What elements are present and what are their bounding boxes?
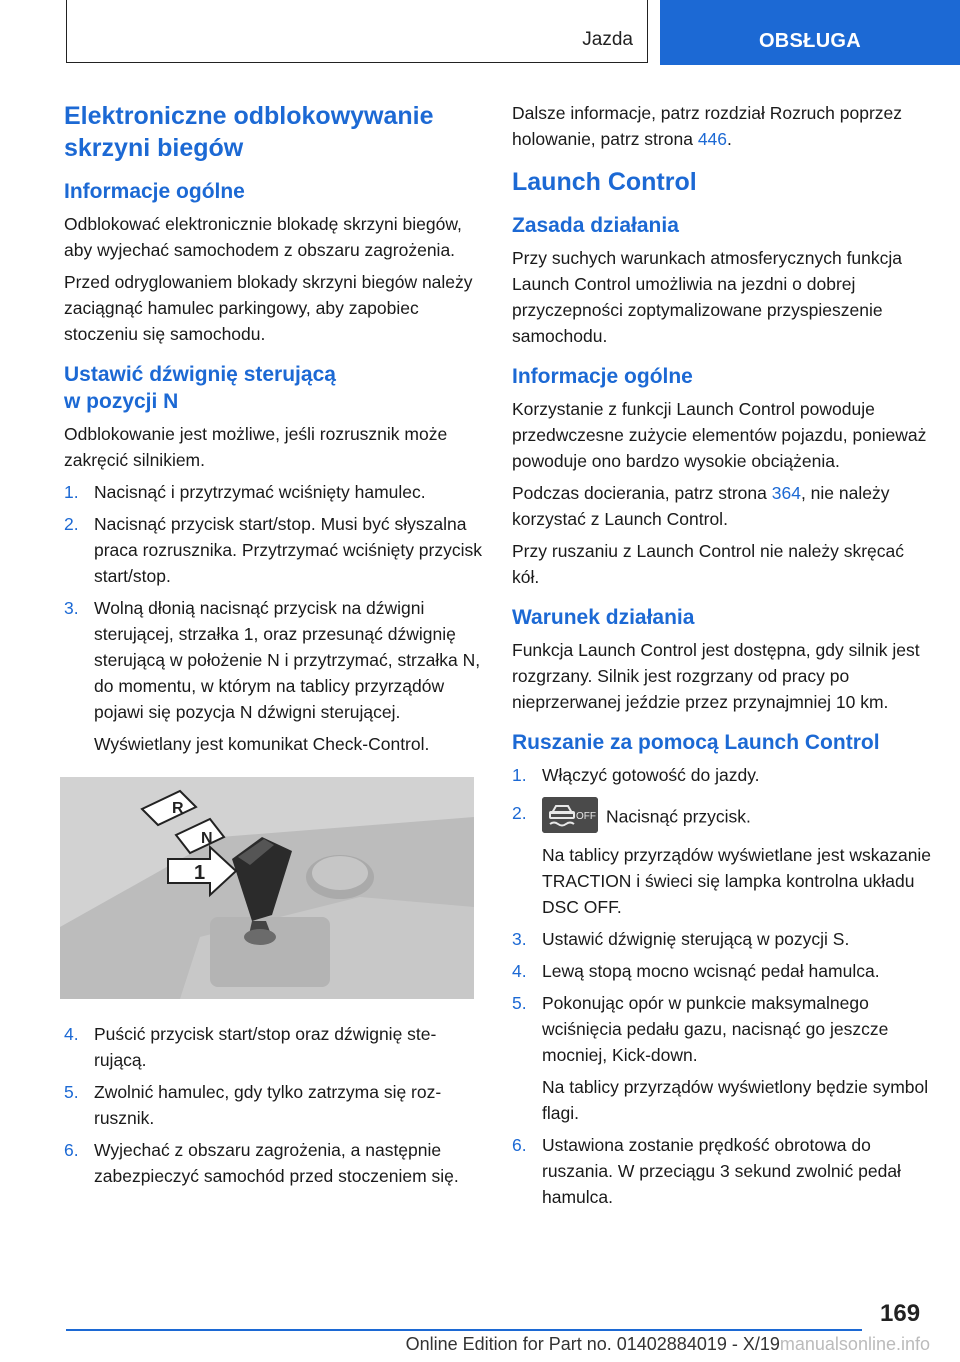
step-number: 4. <box>64 1024 79 1044</box>
list-item <box>64 479 482 505</box>
right-section-general-title: Informacje ogólne <box>512 365 693 388</box>
dsc-off-label: OFF <box>576 811 596 822</box>
list-item <box>512 800 932 920</box>
photo-label-n: N <box>201 830 213 847</box>
step-number: 5. <box>512 993 527 1013</box>
list-item <box>512 926 932 952</box>
gear-lever-illustration <box>60 777 474 999</box>
right-column <box>512 100 932 1216</box>
photo-label-1: 1 <box>194 862 206 884</box>
right-intro-end: . <box>727 129 732 149</box>
list-item <box>512 762 932 788</box>
step-number: 3. <box>512 929 527 949</box>
right-section-principle-title: Zasada działania <box>512 214 679 237</box>
step-text: Pokonując opór w punkcie maksymalnego wciśnięcia pedału gazu, nacisnąć go jeszcze mocniej, Kick-down. <box>542 993 889 1065</box>
step-number: 2. <box>64 514 79 534</box>
footer-edition-text: Online Edition for Part no. 01402884019 - X/19 <box>405 1334 780 1354</box>
page-number: 169 <box>880 1300 921 1327</box>
list-item <box>64 595 482 757</box>
left-steps-list-a <box>64 479 482 757</box>
step-subtext: Wyświetlany jest komunikat Check-Control. <box>94 734 430 754</box>
right-condition-paragraph: Funkcja Launch Control jest dostępna, gdy silnik jest rozgrzany. Silnik jest rozgrzany od pracy po nieprzerwanej jeździe przez przynajmniej 10 km. <box>512 640 920 712</box>
step-number: 4. <box>512 961 527 981</box>
left-section-lever-title <box>64 361 482 415</box>
page-link-446[interactable]: 446 <box>697 129 728 149</box>
header-section-title: Jazda <box>582 29 633 50</box>
footer-edition <box>0 1334 960 1355</box>
right-intro-text: Dalsze informacje, patrz rozdział Rozruch poprzez holowanie, patrz strona <box>512 103 903 149</box>
left-main-heading: Elektroniczne odblokowywanie skrzyni biegów <box>64 102 434 162</box>
header-section-box <box>66 0 648 63</box>
step-text: Wyjechać z obszaru zagrożenia, a następnie zabezpieczyć samochód przed stoczeniem się. <box>94 1140 459 1186</box>
step-text: Lewą stopą mocno wcisnąć pedał hamulca. <box>542 961 880 981</box>
step-number: 1. <box>512 765 527 785</box>
dsc-car-icon <box>542 797 598 833</box>
step-text: Nacisnąć przycisk start/stop. Musi być słyszalna praca rozrusznika. Przytrzymać wciśnięty przycisk start/stop. <box>94 514 482 586</box>
list-item <box>512 1132 932 1210</box>
step-number: 6. <box>64 1140 79 1160</box>
step-number: 2. <box>512 803 527 823</box>
left-general-paragraph-2: Przed odryglowaniem blokady skrzyni biegów należy zaciągnąć hamulec parkingowy, aby zapobiec stoczeniu się samochodu. <box>64 272 473 344</box>
left-lever-paragraph: Odblokowanie jest możliwe, jeśli rozrusznik może zakręcić silnikiem. <box>64 424 448 470</box>
list-item <box>512 990 932 1126</box>
step-text: Puścić przycisk start/stop oraz dźwignię sterującą. <box>94 1024 437 1070</box>
footer-divider <box>66 1329 862 1331</box>
footer-watermark: manualsonline.info <box>779 1334 930 1354</box>
right-steps-list <box>512 762 932 1210</box>
step-text: Ustawić dźwignię sterującą w pozycji S. <box>542 929 850 949</box>
gear-lever-photo <box>60 777 474 999</box>
step-subtext: Na tablicy przyrządów wyświetlane jest wskazanie TRACTION i świeci się lampka kontrolna układu DSC OFF. <box>542 845 932 917</box>
right-general-paragraph-3: Przy ruszaniu z Launch Control nie należy skręcać kół. <box>512 541 904 587</box>
header-tab[interactable] <box>660 0 960 65</box>
step-number: 6. <box>512 1135 527 1155</box>
list-item <box>64 511 482 589</box>
header-tab-label: OBSŁUGA <box>758 30 862 52</box>
photo-label-r: R <box>172 800 184 817</box>
list-item <box>64 1137 482 1189</box>
right-general-text-pre: Podczas docierania, patrz strona <box>512 483 772 503</box>
left-section-lever-title-line2: w pozycji N <box>64 390 179 413</box>
left-column <box>64 100 482 1195</box>
left-general-paragraph-1: Odblokować elektronicznie blokadę skrzyni biegów, aby wyjechać samochodem z obszaru zagrożenia. <box>64 214 462 260</box>
right-principle-paragraph: Przy suchych warunkach atmosferycznych funkcja Launch Control umożliwia na jezdni o dobrej przyczepności zoptymalizowane przyspieszenie samochodu. <box>512 248 903 346</box>
list-item <box>512 958 932 984</box>
right-general-paragraph-1: Korzystanie z funkcji Launch Control powoduje przedwczesne zużycie elementów pojazdu, ponieważ powoduje ono bardzo wysokie obciążenia. <box>512 399 927 471</box>
right-general-text-post: , nie należy korzystać z Launch Control. <box>512 483 890 529</box>
right-section-condition-title: Warunek działania <box>512 606 695 629</box>
left-section-lever-title-line1: Ustawić dźwignię sterującą <box>64 363 336 386</box>
right-general-paragraph-2 <box>512 480 932 532</box>
list-item <box>64 1079 482 1131</box>
step-text: Nacisnąć przycisk. <box>606 806 751 827</box>
step-text: Nacisnąć i przytrzymać wciśnięty hamulec. <box>94 482 426 502</box>
page-link-364[interactable]: 364 <box>771 483 801 503</box>
right-main-heading: Launch Control <box>512 168 697 196</box>
step-text: Ustawiona zostanie prędkość obrotowa do ruszania. W przeciągu 3 sekund zwolnić pedał hamulca. <box>542 1135 901 1207</box>
list-item <box>64 1021 482 1073</box>
dsc-off-button-icon <box>542 797 598 833</box>
right-section-start-title: Ruszanie za pomocą Launch Control <box>512 731 880 754</box>
step-text: Zwolnić hamulec, gdy tylko zatrzyma się rozrusznik. <box>94 1082 442 1128</box>
step-subtext: Na tablicy przyrządów wyświetlony będzie symbol flagi. <box>542 1077 929 1123</box>
left-section-general-title: Informacje ogólne <box>64 180 245 203</box>
step-number: 1. <box>64 482 79 502</box>
right-intro-paragraph <box>512 100 932 152</box>
step-number: 3. <box>64 598 79 618</box>
step-number: 5. <box>64 1082 79 1102</box>
step-text: Wolną dłonią nacisnąć przycisk na dźwigni sterującej, strzałka 1, oraz przesunąć dźwignię sterującą w położenie N i przytrzymać, strzałka N, do momentu, w którym na tablicy przyrządów pojawi się pozycja N dźwigni sterującej. <box>94 598 481 722</box>
left-steps-list-b <box>64 1021 482 1189</box>
step-text: Włączyć gotowość do jazdy. <box>542 765 760 785</box>
